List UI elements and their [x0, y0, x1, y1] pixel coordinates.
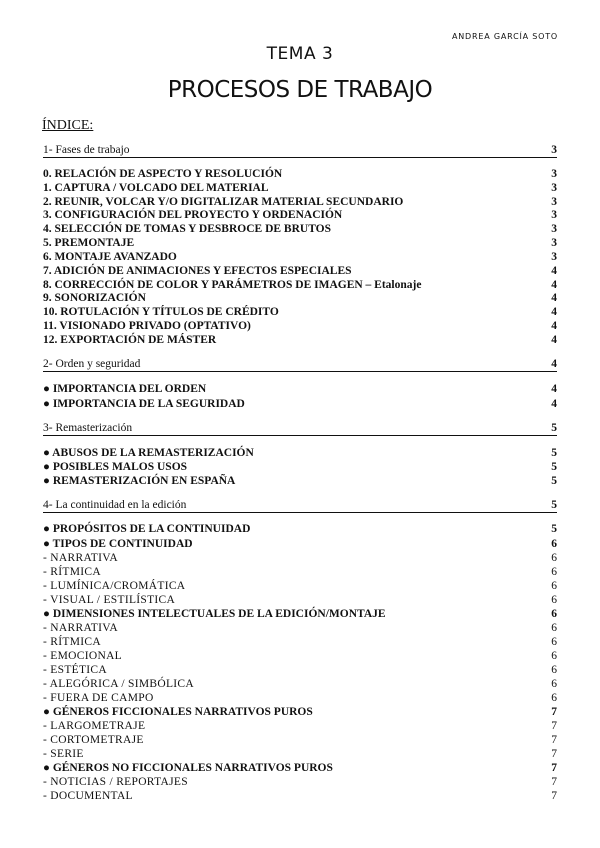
toc-label: - NARRATIVA [43, 552, 118, 564]
toc-page-number: 4 [551, 292, 557, 304]
toc-page-number: 6 [551, 538, 557, 550]
toc-page-number: 3 [551, 196, 557, 208]
toc-page-number: 6 [551, 608, 557, 620]
toc-label: 3. CONFIGURACIÓN DEL PROYECTO Y ORDENACIÓN [43, 209, 343, 221]
toc-label: - RÍTMICA [43, 566, 101, 578]
toc-item [43, 522, 557, 536]
toc-label: ● TIPOS DE CONTINUIDAD [43, 538, 193, 550]
toc-page-number: 7 [551, 734, 557, 746]
toc-label: - ALEGÓRICA / SIMBÓLICA [43, 678, 194, 690]
toc-page-number: 3 [551, 223, 557, 235]
toc-label: 2- Orden y seguridad [43, 358, 141, 370]
toc-subitem [43, 621, 557, 635]
toc-label: - ESTÉTICA [43, 664, 108, 676]
toc-item [43, 291, 557, 305]
toc-item [43, 305, 557, 319]
toc-page-number: 7 [551, 706, 557, 718]
toc-page-number: 3 [551, 182, 557, 194]
toc-item [43, 195, 557, 209]
toc-label: - RÍTMICA [43, 636, 101, 648]
toc-page-number: 7 [551, 748, 557, 760]
toc-page-number: 5 [551, 461, 557, 473]
toc-label: - FUERA DE CAMPO [43, 692, 154, 704]
toc-item [43, 537, 557, 551]
toc-label: - LARGOMETRAJE [43, 720, 146, 732]
toc-page-number: 6 [551, 594, 557, 606]
toc-page-number: 7 [551, 720, 557, 732]
toc-item [43, 460, 557, 474]
toc-page-number: 6 [551, 692, 557, 704]
toc-subitem [43, 635, 557, 649]
toc-label: ● PROPÓSITOS DE LA CONTINUIDAD [43, 523, 251, 535]
toc-item [43, 382, 557, 396]
toc-subitem [43, 593, 557, 607]
toc-page-number: 7 [551, 776, 557, 788]
toc-subitem [43, 551, 557, 565]
toc-label: 1- Fases de trabajo [43, 144, 130, 156]
toc-label: ● GÉNEROS FICCIONALES NARRATIVOS PUROS [43, 706, 313, 718]
toc-label: ● REMASTERIZACIÓN EN ESPAÑA [43, 475, 236, 487]
toc-label: ● IMPORTANCIA DE LA SEGURIDAD [43, 398, 245, 410]
document-title: PROCESOS DE TRABAJO [167, 77, 433, 103]
toc-label: - EMOCIONAL [43, 650, 122, 662]
toc-label: 9. SONORIZACIÓN [43, 292, 146, 304]
toc-label: 11. VISIONADO PRIVADO (OPTATIVO) [43, 320, 251, 332]
toc-item [43, 264, 557, 278]
toc-page-number: 6 [551, 650, 557, 662]
toc-page-number: 5 [551, 447, 557, 459]
toc-label: 6. MONTAJE AVANZADO [43, 251, 177, 263]
toc-label: - NARRATIVA [43, 622, 118, 634]
toc-item [43, 607, 557, 621]
toc-page-number: 6 [551, 580, 557, 592]
toc-subitem [43, 733, 557, 747]
author-name: ANDREA GARCÍA SOTO [452, 32, 558, 41]
toc-label: - CORTOMETRAJE [43, 734, 144, 746]
toc-label: - VISUAL / ESTILÍSTICA [43, 594, 176, 606]
index-label: ÍNDICE: [42, 118, 94, 133]
toc-page-number: 4 [551, 358, 557, 370]
toc-label: 7. ADICIÓN DE ANIMACIONES Y EFECTOS ESPECIALES [43, 265, 352, 277]
toc-section-heading [43, 498, 557, 513]
toc-item [43, 333, 557, 347]
toc-label: ● IMPORTANCIA DEL ORDEN [43, 383, 207, 395]
toc-subitem [43, 649, 557, 663]
toc-label: - SERIE [43, 748, 84, 760]
toc-label: ● DIMENSIONES INTELECTUALES DE LA EDICIÓN/MONTAJE [43, 608, 386, 620]
toc-item [43, 474, 557, 488]
toc-page-number: 4 [551, 265, 557, 277]
toc-section-heading [43, 357, 557, 372]
toc-item [43, 250, 557, 264]
toc-label: - DOCUMENTAL [43, 790, 133, 802]
toc-page-number: 3 [551, 209, 557, 221]
toc-page-number: 7 [551, 762, 557, 774]
toc-item [43, 319, 557, 333]
toc-page-number: 3 [551, 144, 557, 156]
toc-subitem [43, 565, 557, 579]
toc-page-number: 4 [551, 320, 557, 332]
toc-label: ● GÉNEROS NO FICCIONALES NARRATIVOS PUROS [43, 762, 333, 774]
toc-label: 2. REUNIR, VOLCAR Y/O DIGITALIZAR MATERIAL SECUNDARIO [43, 196, 404, 208]
toc-item [43, 397, 557, 411]
toc-label: ● ABUSOS DE LA REMASTERIZACIÓN [43, 447, 254, 459]
toc-subitem [43, 747, 557, 761]
toc-label: - NOTICIAS / REPORTAJES [43, 776, 188, 788]
toc-label: ● POSIBLES MALOS USOS [43, 461, 188, 473]
toc-page-number: 6 [551, 678, 557, 690]
toc-page-number: 5 [551, 422, 557, 434]
toc-page-number: 7 [551, 790, 557, 802]
toc-subitem [43, 719, 557, 733]
toc-label: 4- La continuidad en la edición [43, 499, 187, 511]
toc-subitem [43, 663, 557, 677]
toc-page-number: 4 [551, 306, 557, 318]
toc-item [43, 236, 557, 250]
toc-section-heading [43, 143, 557, 158]
toc-page-number: 4 [551, 334, 557, 346]
toc-page-number: 4 [551, 398, 557, 410]
toc-item [43, 208, 557, 222]
toc-subitem [43, 579, 557, 593]
toc-item [43, 222, 557, 236]
toc-item [43, 278, 557, 292]
toc-page-number: 6 [551, 664, 557, 676]
toc-label: - LUMÍNICA/CROMÁTICA [43, 580, 186, 592]
toc-item [43, 761, 557, 775]
toc-subitem [43, 789, 557, 803]
toc-page-number: 4 [551, 383, 557, 395]
toc-page-number: 5 [551, 499, 557, 511]
tema-heading: TEMA 3 [266, 44, 334, 64]
toc-page-number: 6 [551, 622, 557, 634]
toc-label: 10. ROTULACIÓN Y TÍTULOS DE CRÉDITO [43, 306, 279, 318]
toc-page-number: 5 [551, 523, 557, 535]
toc-page-number: 6 [551, 636, 557, 648]
toc-section-heading [43, 421, 557, 436]
toc-page-number: 5 [551, 475, 557, 487]
toc-label: 4. SELECCIÓN DE TOMAS Y DESBROCE DE BRUTOS [43, 223, 331, 235]
toc-label: 3- Remasterización [43, 422, 133, 434]
toc-item [43, 181, 557, 195]
toc-page-number: 6 [551, 552, 557, 564]
toc-page-number: 4 [551, 279, 557, 291]
toc-label: 5. PREMONTAJE [43, 237, 135, 249]
toc-label: 0. RELACIÓN DE ASPECTO Y RESOLUCIÓN [43, 168, 283, 180]
toc-page-number: 6 [551, 566, 557, 578]
toc-page-number: 3 [551, 168, 557, 180]
toc-label: 8. CORRECCIÓN DE COLOR Y PARÁMETROS DE IMAGEN – Etalonaje [43, 279, 422, 291]
toc-label: 1. CAPTURA / VOLCADO DEL MATERIAL [43, 182, 269, 194]
toc-page-number: 3 [551, 237, 557, 249]
toc-subitem [43, 677, 557, 691]
toc-subitem [43, 691, 557, 705]
toc-page-number: 3 [551, 251, 557, 263]
toc-subitem [43, 775, 557, 789]
toc-item [43, 705, 557, 719]
toc-label: 12. EXPORTACIÓN DE MÁSTER [43, 334, 217, 346]
toc-item [43, 446, 557, 460]
toc-item [43, 167, 557, 181]
